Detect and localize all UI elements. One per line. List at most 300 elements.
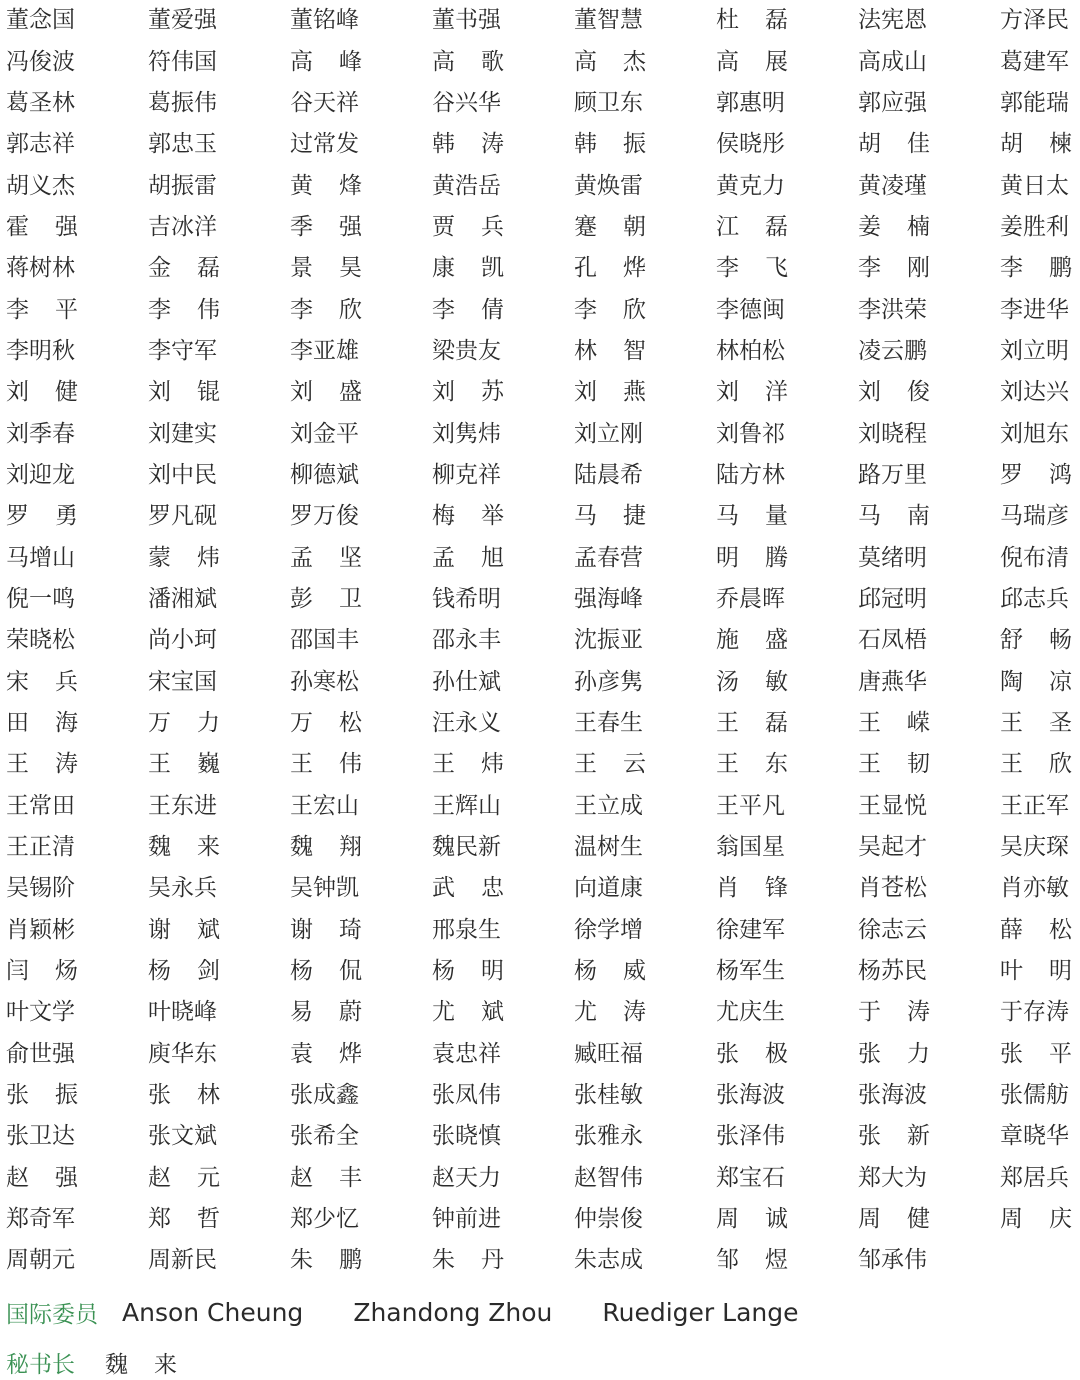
name-row — [6, 1116, 1074, 1157]
member-name: 周健 — [858, 1206, 930, 1233]
name-row — [6, 620, 1074, 661]
member-name: 尚小珂 — [148, 627, 217, 654]
member-name-cell — [716, 48, 858, 75]
member-name-cell — [858, 48, 1000, 75]
name-row — [6, 992, 1074, 1033]
member-name-cell — [290, 89, 432, 116]
member-name-cell — [6, 337, 148, 364]
member-name: 韩振 — [574, 131, 646, 158]
member-name: 高成山 — [858, 48, 927, 75]
member-name-cell — [716, 1001, 858, 1024]
member-name-cell — [290, 1249, 432, 1272]
member-name: 尤涛 — [574, 999, 646, 1026]
member-name-cell — [858, 1249, 1000, 1272]
member-name-cell — [432, 337, 574, 364]
member-name: 董智慧 — [574, 7, 643, 34]
member-name: 赵智伟 — [574, 1164, 643, 1191]
member-name: 肖锋 — [716, 875, 788, 902]
member-name: 马量 — [716, 503, 788, 530]
member-name-cell — [574, 753, 716, 776]
member-name: 李亚雄 — [290, 337, 359, 364]
member-name-cell — [290, 836, 432, 859]
member-name-cell — [432, 48, 574, 75]
name-row — [6, 413, 1074, 454]
member-name: 梅举 — [432, 503, 504, 530]
member-name: 吉冰洋 — [148, 213, 217, 240]
member-name-cell — [1000, 1164, 1074, 1191]
member-name-cell — [432, 296, 574, 323]
member-name: 郭忠玉 — [148, 131, 217, 158]
member-name: 汤敏 — [716, 668, 788, 695]
member-name-cell — [858, 916, 1000, 943]
member-name-cell — [858, 133, 1000, 156]
member-name-cell — [574, 836, 716, 859]
member-name: 刘立明 — [1000, 337, 1069, 364]
member-name: 孙彦隽 — [574, 668, 643, 695]
member-name: 刘中民 — [148, 461, 217, 488]
member-name: 邹承伟 — [858, 1247, 927, 1274]
member-name: 马增山 — [6, 544, 75, 571]
member-name: 陶凉 — [1000, 668, 1072, 695]
member-name-cell — [290, 1084, 432, 1107]
member-name-cell — [148, 213, 290, 240]
member-name: 胡佳 — [858, 131, 930, 158]
member-name-cell — [432, 585, 574, 612]
member-name-cell — [432, 629, 574, 652]
member-name-cell — [1000, 1040, 1074, 1067]
member-name: 杜磊 — [716, 7, 788, 34]
name-row — [6, 207, 1074, 248]
member-name-cell — [148, 381, 290, 404]
member-name-cell — [1000, 89, 1074, 116]
member-name-cell — [858, 9, 1000, 32]
member-name-cell — [574, 89, 716, 116]
member-name-cell — [432, 1125, 574, 1148]
member-name-cell — [716, 960, 858, 983]
member-name-cell — [858, 1001, 1000, 1024]
member-name-cell — [574, 296, 716, 323]
member-name-cell — [6, 213, 148, 240]
member-name-cell — [290, 753, 432, 776]
member-name: 袁忠祥 — [432, 1040, 501, 1067]
member-name-cell — [858, 1040, 1000, 1067]
member-name-cell — [858, 172, 1000, 199]
member-name-cell — [290, 296, 432, 323]
member-name: 徐建军 — [716, 916, 785, 943]
member-name: 刘隽炜 — [432, 420, 501, 447]
member-name: 林智 — [574, 337, 646, 364]
member-name: 金磊 — [148, 255, 220, 282]
member-name: 刘建实 — [148, 420, 217, 447]
member-name: 马捷 — [574, 503, 646, 530]
member-name: 柳克祥 — [432, 461, 501, 488]
member-name-cell — [716, 877, 858, 900]
member-name: 王东进 — [148, 792, 217, 819]
member-name-cell — [1000, 1125, 1074, 1148]
member-name: 王宏山 — [290, 792, 359, 819]
member-name: 王伟 — [290, 751, 362, 778]
member-name-cell — [1000, 133, 1074, 156]
member-name: 过常发 — [290, 131, 359, 158]
member-name: 荣晓松 — [6, 627, 75, 654]
member-name-cell — [6, 133, 148, 156]
name-row — [6, 41, 1074, 82]
member-name: 叶明 — [1000, 958, 1072, 985]
member-name-cell — [1000, 585, 1074, 612]
member-name-cell — [6, 89, 148, 116]
member-name: 刘鲁祁 — [716, 420, 785, 447]
member-name: 康凯 — [432, 255, 504, 282]
member-name-cell — [432, 1249, 574, 1272]
member-name-cell — [574, 585, 716, 612]
member-name: 罗鸿 — [1000, 461, 1072, 488]
international-members-line — [6, 1296, 799, 1329]
member-name-cell — [290, 9, 432, 32]
member-name: 贾兵 — [432, 213, 504, 240]
member-name: 黄日太 — [1000, 172, 1069, 199]
member-name-cell — [574, 9, 716, 32]
member-name-cell — [290, 257, 432, 280]
member-name: 马瑞彦 — [1000, 503, 1069, 530]
member-name-cell — [432, 1040, 574, 1067]
member-name: 温树生 — [574, 834, 643, 861]
member-name: 董铭峰 — [290, 7, 359, 34]
member-name: 明腾 — [716, 544, 788, 571]
member-name-cell — [716, 461, 858, 488]
member-name-cell — [1000, 916, 1074, 943]
member-name-cell — [574, 420, 716, 447]
member-name: 高杰 — [574, 48, 646, 75]
member-name: 张雅永 — [574, 1123, 643, 1150]
member-name: 郭志祥 — [6, 131, 75, 158]
member-name: 张凤伟 — [432, 1082, 501, 1109]
member-name: 肖亦敏 — [1000, 875, 1069, 902]
member-name-cell — [148, 1001, 290, 1024]
member-name-cell — [1000, 48, 1074, 75]
member-name-cell — [148, 1125, 290, 1148]
member-name-cell — [858, 753, 1000, 776]
member-name-cell — [6, 1084, 148, 1107]
member-name: 郑少忆 — [290, 1206, 359, 1233]
member-name: 吴庆琛 — [1000, 834, 1069, 861]
member-name-cell — [1000, 629, 1074, 652]
member-name: 武忠 — [432, 875, 504, 902]
member-name-cell — [6, 1164, 148, 1191]
member-name: 黄凌瑾 — [858, 172, 927, 199]
member-name-cell — [148, 960, 290, 983]
member-name: 魏民新 — [432, 834, 501, 861]
member-name-cell — [716, 753, 858, 776]
member-name: 赵元 — [148, 1164, 220, 1191]
member-name: 万松 — [290, 710, 362, 737]
name-row — [6, 455, 1074, 496]
member-name: 薛松 — [1000, 916, 1072, 943]
member-name-cell — [148, 629, 290, 652]
member-name: 李伟 — [148, 296, 220, 323]
member-name-cell — [148, 1208, 290, 1231]
member-name: 刘燕 — [574, 379, 646, 406]
member-name-cell — [148, 792, 290, 819]
committee-member-grid — [6, 0, 1074, 1282]
member-name-cell — [290, 48, 432, 75]
member-name: 张成鑫 — [290, 1082, 359, 1109]
member-name-cell — [858, 668, 1000, 695]
member-name-cell — [290, 960, 432, 983]
member-name: 张海波 — [858, 1082, 927, 1109]
member-name: 路万里 — [858, 461, 927, 488]
member-name-cell — [1000, 877, 1074, 900]
member-name-cell — [148, 172, 290, 199]
member-name: 臧旺福 — [574, 1040, 643, 1067]
member-name: 于存涛 — [1000, 999, 1069, 1026]
member-name-cell — [432, 381, 574, 404]
member-name: 王巍 — [148, 751, 220, 778]
member-name-cell — [6, 877, 148, 900]
member-name-cell — [6, 753, 148, 776]
member-name-cell — [290, 1040, 432, 1067]
member-name-cell — [6, 712, 148, 735]
member-name: 李倩 — [432, 296, 504, 323]
member-name-cell — [432, 257, 574, 280]
member-name: 王东 — [716, 751, 788, 778]
member-name-cell — [574, 792, 716, 819]
member-name-cell — [716, 133, 858, 156]
member-name-cell — [574, 337, 716, 364]
member-name: 胡振雷 — [148, 172, 217, 199]
member-name: 魏来 — [148, 834, 220, 861]
member-name: 邵永丰 — [432, 627, 501, 654]
member-name: 周新民 — [148, 1247, 217, 1274]
member-name: 李德闽 — [716, 296, 785, 323]
member-name-cell — [148, 296, 290, 323]
member-name: 胡义杰 — [6, 172, 75, 199]
member-name: 李平 — [6, 296, 78, 323]
international-member: Anson Cheung — [122, 1298, 304, 1327]
member-name: 刘旭东 — [1000, 420, 1069, 447]
member-name: 高峰 — [290, 48, 362, 75]
name-row — [6, 289, 1074, 330]
member-name: 蒋树林 — [6, 255, 75, 282]
member-name-cell — [1000, 381, 1074, 404]
member-name: 赵强 — [6, 1164, 78, 1191]
member-name: 肖苍松 — [858, 875, 927, 902]
member-name: 张林 — [148, 1082, 220, 1109]
member-name: 袁烨 — [290, 1040, 362, 1067]
member-name: 罗勇 — [6, 503, 78, 530]
member-name: 韩涛 — [432, 131, 504, 158]
member-name: 吴起才 — [858, 834, 927, 861]
member-name: 王嵘 — [858, 710, 930, 737]
member-name: 杨苏民 — [858, 958, 927, 985]
member-name: 王正清 — [6, 834, 75, 861]
member-name: 凌云鹏 — [858, 337, 927, 364]
member-name-cell — [574, 1040, 716, 1067]
member-name-cell — [6, 48, 148, 75]
member-name-cell — [148, 257, 290, 280]
member-name: 莫绪明 — [858, 544, 927, 571]
member-name-cell — [432, 1001, 574, 1024]
member-name: 法宪恩 — [858, 7, 927, 34]
member-name-cell — [432, 213, 574, 240]
member-name: 唐燕华 — [858, 668, 927, 695]
member-name-cell — [290, 461, 432, 488]
member-name: 朱鹏 — [290, 1247, 362, 1274]
member-name-cell — [290, 712, 432, 735]
member-name-cell — [148, 1084, 290, 1107]
member-name: 谢斌 — [148, 916, 220, 943]
member-name-cell — [290, 505, 432, 528]
member-name-cell — [858, 213, 1000, 240]
member-name: 郑居兵 — [1000, 1164, 1069, 1191]
international-members-label: 国际委员 — [6, 1302, 98, 1328]
secretary-general-name: 魏来 — [105, 1352, 177, 1378]
member-name: 王韧 — [858, 751, 930, 778]
member-name-cell — [148, 544, 290, 571]
member-name: 叶文学 — [6, 999, 75, 1026]
member-name-cell — [432, 420, 574, 447]
name-row — [6, 83, 1074, 124]
member-name-cell — [574, 629, 716, 652]
member-name-cell — [574, 1084, 716, 1107]
member-name-cell — [716, 1208, 858, 1231]
member-name-cell — [858, 585, 1000, 612]
member-name-cell — [716, 505, 858, 528]
name-row — [6, 1158, 1074, 1199]
member-name: 高歌 — [432, 48, 504, 75]
member-name: 钱希明 — [432, 585, 501, 612]
member-name-cell — [858, 1125, 1000, 1148]
member-name-cell — [6, 1001, 148, 1024]
member-name: 黄焕雷 — [574, 172, 643, 199]
member-name: 李守军 — [148, 337, 217, 364]
member-name: 郑大为 — [858, 1164, 927, 1191]
member-name: 孙仕斌 — [432, 668, 501, 695]
member-name-cell — [148, 89, 290, 116]
member-name-cell — [148, 505, 290, 528]
member-name-cell — [1000, 172, 1074, 199]
member-name: 柳德斌 — [290, 461, 359, 488]
member-name: 符伟国 — [148, 48, 217, 75]
member-name-cell — [1000, 461, 1074, 488]
member-name-cell — [6, 296, 148, 323]
member-name-cell — [432, 9, 574, 32]
member-name: 刘季春 — [6, 420, 75, 447]
member-name-cell — [858, 1084, 1000, 1107]
member-name-cell — [148, 916, 290, 943]
member-name-cell — [6, 792, 148, 819]
name-row — [6, 165, 1074, 206]
member-name-cell — [6, 505, 148, 528]
international-member: Zhandong Zhou — [353, 1298, 553, 1327]
member-name-cell — [432, 1084, 574, 1107]
member-name-cell — [716, 916, 858, 943]
member-name: 张海波 — [716, 1082, 785, 1109]
member-name-cell — [574, 48, 716, 75]
member-name-cell — [574, 960, 716, 983]
member-name-cell — [716, 1040, 858, 1067]
member-name-cell — [716, 668, 858, 695]
name-row — [6, 248, 1074, 289]
member-name-cell — [6, 668, 148, 695]
member-name-cell — [290, 629, 432, 652]
name-row — [6, 662, 1074, 703]
member-name: 吴锡阶 — [6, 875, 75, 902]
member-name-cell — [574, 916, 716, 943]
member-name: 刘健 — [6, 379, 78, 406]
member-name: 张晓慎 — [432, 1123, 501, 1150]
member-name-cell — [6, 629, 148, 652]
member-name-cell — [574, 1164, 716, 1191]
member-name-cell — [858, 505, 1000, 528]
member-name: 李欣 — [290, 296, 362, 323]
name-row — [6, 786, 1074, 827]
member-name: 石凤梧 — [858, 627, 927, 654]
member-name-cell — [716, 337, 858, 364]
member-name-cell — [858, 629, 1000, 652]
member-name-cell — [574, 544, 716, 571]
member-name-cell — [432, 461, 574, 488]
member-name-cell — [432, 753, 574, 776]
member-name: 强海峰 — [574, 585, 643, 612]
name-row — [6, 1199, 1074, 1240]
member-name: 李欣 — [574, 296, 646, 323]
member-name-cell — [1000, 213, 1074, 240]
member-name-cell — [432, 505, 574, 528]
member-name-cell — [716, 89, 858, 116]
member-name: 潘湘斌 — [148, 585, 217, 612]
member-name: 姜楠 — [858, 213, 930, 240]
member-name-cell — [574, 213, 716, 240]
member-name-cell — [1000, 712, 1074, 735]
member-name: 郑哲 — [148, 1206, 220, 1233]
member-name-cell — [716, 836, 858, 859]
member-name-cell — [716, 544, 858, 571]
member-name: 周诚 — [716, 1206, 788, 1233]
member-name: 向道康 — [574, 875, 643, 902]
member-name: 刘苏 — [432, 379, 504, 406]
member-name-cell — [858, 836, 1000, 859]
member-name-cell — [574, 461, 716, 488]
name-row — [6, 910, 1074, 951]
member-name-cell — [574, 1208, 716, 1231]
member-name: 王春生 — [574, 710, 643, 737]
member-name: 周朝元 — [6, 1247, 75, 1274]
member-name: 谷天祥 — [290, 89, 359, 116]
member-name: 邢泉生 — [432, 916, 501, 943]
member-name: 黄克力 — [716, 172, 785, 199]
member-name: 李刚 — [858, 255, 930, 282]
member-name-cell — [148, 9, 290, 32]
member-name: 王圣 — [1000, 710, 1072, 737]
member-name: 江磊 — [716, 213, 788, 240]
member-name: 孙寒松 — [290, 668, 359, 695]
member-name: 蹇朝 — [574, 213, 646, 240]
member-name-cell — [148, 133, 290, 156]
member-name-cell — [574, 668, 716, 695]
member-name: 杨威 — [574, 958, 646, 985]
member-name-cell — [290, 544, 432, 571]
member-name: 蒙炜 — [148, 544, 220, 571]
member-name-cell — [6, 461, 148, 488]
member-name-cell — [716, 1084, 858, 1107]
member-name-cell — [290, 877, 432, 900]
member-name-cell — [716, 585, 858, 612]
member-name: 王辉山 — [432, 792, 501, 819]
name-row — [6, 537, 1074, 578]
member-name-cell — [6, 1208, 148, 1231]
member-name: 刘达兴 — [1000, 379, 1069, 406]
member-name-cell — [148, 1164, 290, 1191]
